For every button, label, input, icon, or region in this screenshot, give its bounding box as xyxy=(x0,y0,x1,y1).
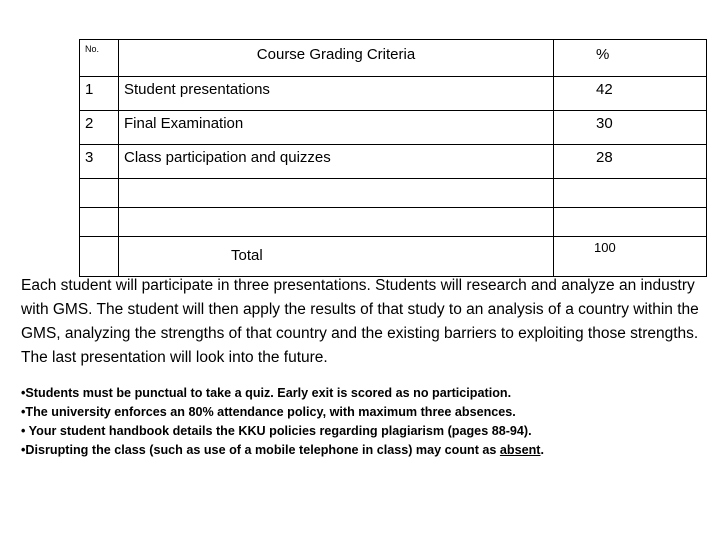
absent-word: absent xyxy=(499,443,541,457)
row-criteria: Class participation and quizzes xyxy=(119,145,554,179)
list-item: •Students must be punctual to take a quiz. Early exit is scored as no participation. xyxy=(21,386,512,400)
bullet-suffix: . xyxy=(540,443,544,457)
row-no: 3 xyxy=(80,145,119,179)
list-item xyxy=(21,441,711,460)
total-percent: 100 xyxy=(554,237,707,277)
policy-list xyxy=(21,384,711,460)
table-header-row xyxy=(80,40,707,77)
bullet-text: •Disrupting the class (such as use of a mobile telephone in class) may count as xyxy=(21,443,500,457)
row-percent: 30 xyxy=(554,111,707,145)
total-row xyxy=(80,237,707,277)
total-label: Total xyxy=(119,237,554,277)
table-row xyxy=(80,111,707,145)
row-percent: 28 xyxy=(554,145,707,179)
empty-row xyxy=(80,208,707,237)
table-row xyxy=(80,145,707,179)
list-item: • Your student handbook details the KKU policies regarding plagiarism (pages 88-94). xyxy=(21,424,532,438)
row-no: 2 xyxy=(80,111,119,145)
list-item: •The university enforces an 80% attendance policy, with maximum three absences. xyxy=(21,405,516,419)
grading-criteria-table xyxy=(79,39,707,277)
row-criteria: Student presentations xyxy=(119,77,554,111)
row-no: 1 xyxy=(80,77,119,111)
header-criteria: Course Grading Criteria xyxy=(119,40,554,77)
header-percent: % xyxy=(554,40,707,77)
row-criteria: Final Examination xyxy=(119,111,554,145)
empty-row xyxy=(80,179,707,208)
presentation-description: Each student will participate in three presentations. Students will research and analyze an industry with GMS. The student will then apply the results of that study to an analysis of a country within the GMS, analyzing the strengths of that country and the existing barriers to exploiting those strengths. The last presentation will look into the future. xyxy=(21,277,699,366)
row-percent: 42 xyxy=(554,77,707,111)
header-no: No. xyxy=(80,40,119,77)
table-row xyxy=(80,77,707,111)
